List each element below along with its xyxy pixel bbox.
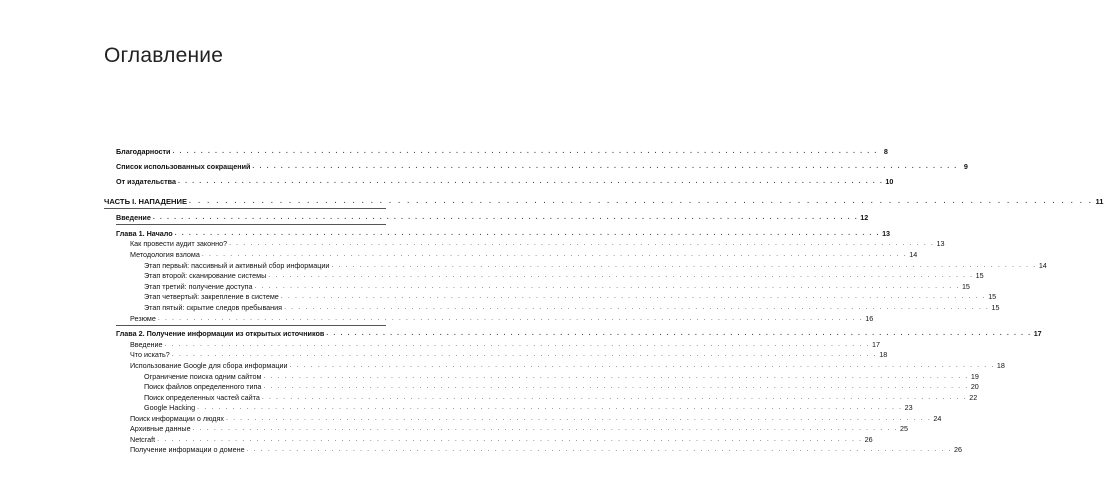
toc-entry-part-1[interactable] — [104, 197, 1104, 207]
toc-entry-page: 12 — [860, 213, 869, 222]
toc-entry-abbreviations[interactable] — [116, 162, 968, 172]
toc-entry[interactable] — [130, 340, 880, 350]
toc-entry[interactable] — [144, 292, 997, 302]
toc-entry[interactable] — [144, 271, 984, 281]
toc-entry-label: Введение — [130, 340, 163, 349]
toc-entry-label: От издательства — [116, 177, 176, 186]
toc-entry-label: Поиск определенных частей сайта — [144, 393, 260, 402]
toc-entry-label: Получение информации о домене — [130, 445, 245, 454]
toc-entry-page: 13 — [936, 239, 945, 248]
dot-leader: . . . . . . . . . . . . . . . . . . . . . . . . . . . . . . . . . . . . . . . . . . . . . . . . . . . . . . . . . . . . . . . . . . . . . . . . . . . . . . . . . . . . . . . . . . . . . . . . . . . . — [157, 436, 863, 443]
dot-leader: . . . . . . . . . . . . . . . . . . . . . . . . . . . . . . . . . . . . . . . . . . . . . . . . . . . . . . . . . . . . . . . . . . . . . . . . . . . . . . . . . . . . . . . . . . . . . . . . . . . . — [152, 214, 859, 221]
toc-entry-page: 18 — [879, 350, 888, 359]
dot-leader: . . . . . . . . . . . . . . . . . . . . . . . . . . . . . . . . . . . . . . . . . . . . . . . . . . . . . . . . . . . . . . . . . . . . . . . . . . . . . . . . . . . . . . . . . . . . . . . . . . . . — [331, 262, 1037, 269]
toc-entry[interactable] — [144, 403, 913, 413]
toc-entry[interactable] — [144, 303, 1000, 313]
dot-leader: . . . . . . . . . . . . . . . . . . . . . . . . . . . . . . . . . . . . . . . . . . . . . . . . . . . . . . . . . . . . . . . . . . . . . . . . . . . . . . . . . . . . . . . . . . . . . . . . . . . . — [280, 293, 987, 300]
toc-entry-label: Этап пятый: скрытие следов пребывания — [144, 303, 283, 312]
divider — [116, 325, 386, 326]
toc-entry[interactable] — [130, 414, 942, 424]
toc-entry-page: 10 — [885, 177, 894, 186]
toc-entry-page: 16 — [865, 314, 874, 323]
toc-entry-page: 17 — [1033, 329, 1042, 338]
page-title: Оглавление — [104, 44, 224, 67]
dot-leader: . . . . . . . . . . . . . . . . . . . . . . . . . . . . . . . . . . . . . . . . . . . . . . . . . . . . . . . . . . . . . . . . . . . . . . . . . . . . . . . . . . . . . . . . . . . . . . . . . . . . — [189, 198, 1094, 205]
divider — [104, 208, 386, 209]
dot-leader: . . . . . . . . . . . . . . . . . . . . . . . . . . . . . . . . . . . . . . . . . . . . . . . . . . . . . . . . . . . . . . . . . . . . . . . . . . . . . . . . . . . . . . . . . . . . . . . . . . . . — [263, 373, 969, 380]
toc-entry-label: Поиск информации о людях — [130, 414, 224, 423]
dot-leader: . . . . . . . . . . . . . . . . . . . . . . . . . . . . . . . . . . . . . . . . . . . . . . . . . . . . . . . . . . . . . . . . . . . . . . . . . . . . . . . . . . . . . . . . . . . . . . . . . . . . — [246, 446, 953, 453]
dot-leader: . . . . . . . . . . . . . . . . . . . . . . . . . . . . . . . . . . . . . . . . . . . . . . . . . . . . . . . . . . . . . . . . . . . . . . . . . . . . . . . . . . . . . . . . . . . . . . . . . . . . — [252, 163, 958, 170]
toc-entry-chapter-1[interactable] — [116, 229, 891, 239]
toc-entry-page: 19 — [970, 372, 979, 381]
toc-entry-introduction[interactable] — [116, 213, 869, 223]
toc-entry-label: Глава 2. Получение информации из открытых источников — [116, 329, 325, 338]
toc-entry[interactable] — [130, 445, 963, 455]
toc-entry-label: Netcraft — [130, 435, 156, 444]
dot-leader: . . . . . . . . . . . . . . . . . . . . . . . . . . . . . . . . . . . . . . . . . . . . . . . . . . . . . . . . . . . . . . . . . . . . . . . . . . . . . . . . . . . . . . . . . . . . . . . . . . . . — [192, 425, 898, 432]
dot-leader: . . . . . . . . . . . . . . . . . . . . . . . . . . . . . . . . . . . . . . . . . . . . . . . . . . . . . . . . . . . . . . . . . . . . . . . . . . . . . . . . . . . . . . . . . . . . . . . . . . . . — [157, 315, 864, 322]
dot-leader: . . . . . . . . . . . . . . . . . . . . . . . . . . . . . . . . . . . . . . . . . . . . . . . . . . . . . . . . . . . . . . . . . . . . . . . . . . . . . . . . . . . . . . . . . . . . . . . . . . . . — [284, 304, 990, 311]
toc-entry-page: 15 — [991, 303, 1000, 312]
toc-entry-page: 26 — [864, 435, 873, 444]
toc-entry[interactable] — [130, 250, 918, 260]
dot-leader: . . . . . . . . . . . . . . . . . . . . . . . . . . . . . . . . . . . . . . . . . . . . . . . . . . . . . . . . . . . . . . . . . . . . . . . . . . . . . . . . . . . . . . . . . . . . . . . . . . . . — [201, 251, 908, 258]
toc-entry-page: 22 — [969, 393, 978, 402]
toc-entry[interactable] — [130, 239, 945, 249]
dot-leader: . . . . . . . . . . . . . . . . . . . . . . . . . . . . . . . . . . . . . . . . . . . . . . . . . . . . . . . . . . . . . . . . . . . . . . . . . . . . . . . . . . . . . . . . . . . . . . . . . . . . — [254, 283, 960, 290]
divider — [116, 224, 386, 225]
toc-entry-label: Google Hacking — [144, 403, 196, 412]
toc-entry[interactable] — [144, 372, 979, 382]
toc-entry-label: Методология взлома — [130, 250, 200, 259]
dot-leader: . . . . . . . . . . . . . . . . . . . . . . . . . . . . . . . . . . . . . . . . . . . . . . . . . . . . . . . . . . . . . . . . . . . . . . . . . . . . . . . . . . . . . . . . . . . . . . . . . . . . — [197, 404, 903, 411]
dot-leader: . . . . . . . . . . . . . . . . . . . . . . . . . . . . . . . . . . . . . . . . . . . . . . . . . . . . . . . . . . . . . . . . . . . . . . . . . . . . . . . . . . . . . . . . . . . . . . . . . . . . — [229, 240, 935, 247]
toc-entry-page: 13 — [882, 229, 891, 238]
toc-entry-page: 14 — [909, 250, 918, 259]
dot-leader: . . . . . . . . . . . . . . . . . . . . . . . . . . . . . . . . . . . . . . . . . . . . . . . . . . . . . . . . . . . . . . . . . . . . . . . . . . . . . . . . . . . . . . . . . . . . . . . . . . . . — [178, 178, 884, 185]
toc-entry-label: Введение — [116, 213, 151, 222]
toc-entry-label: Использование Google для сбора информации — [130, 361, 288, 370]
dot-leader: . . . . . . . . . . . . . . . . . . . . . . . . . . . . . . . . . . . . . . . . . . . . . . . . . . . . . . . . . . . . . . . . . . . . . . . . . . . . . . . . . . . . . . . . . . . . . . . . . . . . — [226, 415, 932, 422]
dot-leader: . . . . . . . . . . . . . . . . . . . . . . . . . . . . . . . . . . . . . . . . . . . . . . . . . . . . . . . . . . . . . . . . . . . . . . . . . . . . . . . . . . . . . . . . . . . . . . . . . . . . — [174, 230, 881, 237]
toc-entry-page: 14 — [1038, 261, 1047, 270]
dot-leader: . . . . . . . . . . . . . . . . . . . . . . . . . . . . . . . . . . . . . . . . . . . . . . . . . . . . . . . . . . . . . . . . . . . . . . . . . . . . . . . . . . . . . . . . . . . . . . . . . . . . — [289, 362, 995, 369]
toc-entry-label: Этап первый: пассивный и активный сбор информации — [144, 261, 330, 270]
toc-entry[interactable] — [144, 282, 970, 292]
toc-entry-page: 23 — [904, 403, 913, 412]
toc-entry-acknowledgements[interactable] — [116, 147, 888, 157]
dot-leader: . . . . . . . . . . . . . . . . . . . . . . . . . . . . . . . . . . . . . . . . . . . . . . . . . . . . . . . . . . . . . . . . . . . . . . . . . . . . . . . . . . . . . . . . . . . . . . . . . . . . — [263, 383, 969, 390]
toc-entry[interactable] — [130, 361, 1005, 371]
toc-entry-page: 17 — [871, 340, 880, 349]
toc-entry[interactable] — [130, 350, 888, 360]
toc-entry-page: 15 — [975, 271, 984, 280]
toc-entry-label: Список использованных сокращений — [116, 162, 251, 171]
toc-entry-label: Глава 1. Начало — [116, 229, 173, 238]
toc-entry-page: 15 — [961, 282, 970, 291]
toc-entry[interactable] — [130, 314, 874, 324]
toc-entry-page: 18 — [996, 361, 1005, 370]
dot-leader: . . . . . . . . . . . . . . . . . . . . . . . . . . . . . . . . . . . . . . . . . . . . . . . . . . . . . . . . . . . . . . . . . . . . . . . . . . . . . . . . . . . . . . . . . . . . . . . . . . . . — [261, 394, 968, 401]
dot-leader: . . . . . . . . . . . . . . . . . . . . . . . . . . . . . . . . . . . . . . . . . . . . . . . . . . . . . . . . . . . . . . . . . . . . . . . . . . . . . . . . . . . . . . . . . . . . . . . . . . . . — [268, 272, 974, 279]
dot-leader: . . . . . . . . . . . . . . . . . . . . . . . . . . . . . . . . . . . . . . . . . . . . . . . . . . . . . . . . . . . . . . . . . . . . . . . . . . . . . . . . . . . . . . . . . . . . . . . . . . . . — [171, 351, 878, 358]
toc-entry-label: Как провести аудит законно? — [130, 239, 228, 248]
toc-entry-page: 20 — [970, 382, 979, 391]
toc-entry[interactable] — [130, 435, 873, 445]
toc-entry-chapter-2[interactable] — [116, 329, 1042, 339]
toc-entry-page: 25 — [899, 424, 908, 433]
toc-entry[interactable] — [144, 261, 1047, 271]
toc-entry[interactable] — [144, 382, 979, 392]
toc-entry[interactable] — [130, 424, 908, 434]
toc-entry-label: Благодарности — [116, 147, 171, 156]
toc-entry-from-publisher[interactable] — [116, 177, 894, 187]
toc-entry-label: Что искать? — [130, 350, 170, 359]
toc-entry-label: Архивные данные — [130, 424, 191, 433]
toc-entry-label: Этап третий: получение доступа — [144, 282, 253, 291]
toc-entry-page: 11 — [1095, 197, 1104, 206]
toc-entry-page: 24 — [933, 414, 942, 423]
toc-entry-page: 26 — [954, 445, 963, 454]
toc-entry-label: ЧАСТЬ I. НАПАДЕНИЕ — [104, 197, 188, 206]
toc-entry-page: 15 — [988, 292, 997, 301]
toc-entry[interactable] — [144, 393, 978, 403]
toc-entry-label: Ограничение поиска одним сайтом — [144, 372, 262, 381]
toc-entry-label: Этап второй: сканирование системы — [144, 271, 267, 280]
dot-leader: . . . . . . . . . . . . . . . . . . . . . . . . . . . . . . . . . . . . . . . . . . . . . . . . . . . . . . . . . . . . . . . . . . . . . . . . . . . . . . . . . . . . . . . . . . . . . . . . . . . . — [326, 330, 1032, 337]
toc-entry-label: Этап четвертый: закрепление в системе — [144, 292, 279, 301]
toc-entry-page: 9 — [963, 162, 968, 171]
dot-leader: . . . . . . . . . . . . . . . . . . . . . . . . . . . . . . . . . . . . . . . . . . . . . . . . . . . . . . . . . . . . . . . . . . . . . . . . . . . . . . . . . . . . . . . . . . . . . . . . . . . . — [172, 148, 878, 155]
dot-leader: . . . . . . . . . . . . . . . . . . . . . . . . . . . . . . . . . . . . . . . . . . . . . . . . . . . . . . . . . . . . . . . . . . . . . . . . . . . . . . . . . . . . . . . . . . . . . . . . . . . . — [164, 341, 870, 348]
toc-entry-page: 8 — [883, 147, 888, 156]
toc-entry-label: Резюме — [130, 314, 156, 323]
toc-entry-label: Поиск файлов определенного типа — [144, 382, 262, 391]
